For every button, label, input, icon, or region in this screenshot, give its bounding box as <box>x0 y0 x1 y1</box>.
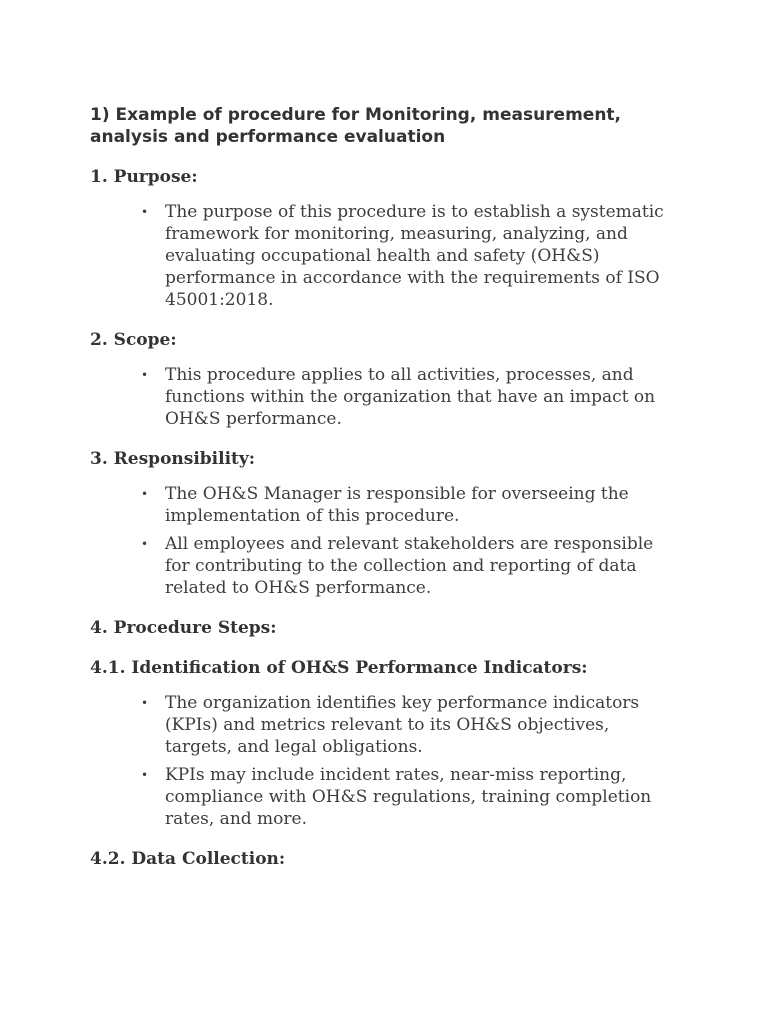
list-item-text: The purpose of this procedure is to establish a systematic framework for monitoring, measuring, analyzing, and evaluating occupational health and safety (OH&S) performance in accordance with the requirements of ISO 45001:2018. <box>165 202 664 310</box>
purpose-heading: 1. Purpose: <box>90 167 198 187</box>
list-item-text: The OH&S Manager is responsible for overseeing the implementation of this procedure. <box>165 484 629 526</box>
document-page <box>90 104 690 870</box>
bullet-icon: • <box>141 537 149 551</box>
list-item-text: This procedure applies to all activities, processes, and functions within the organization that have an impact on OH&S performance. <box>165 365 656 429</box>
responsibility-heading: 3. Responsibility: <box>90 449 256 469</box>
responsibility-list <box>90 483 690 599</box>
list-item <box>141 533 677 599</box>
list-item <box>141 201 677 311</box>
procedure-steps-heading: 4. Procedure Steps: <box>90 618 277 638</box>
bullet-icon: • <box>141 768 149 782</box>
bullet-icon: • <box>141 696 149 710</box>
scope-list <box>90 364 690 430</box>
list-item <box>141 483 677 527</box>
scope-heading: 2. Scope: <box>90 330 177 350</box>
list-item-text: KPIs may include incident rates, near-miss reporting, compliance with OH&S regulations, training completion rates, and more. <box>165 765 652 829</box>
bullet-icon: • <box>141 368 149 382</box>
list-item-text: The organization identifies key performance indicators (KPIs) and metrics relevant to its OH&S objectives, targets, and legal obligations. <box>165 693 640 757</box>
data-collection-heading: 4.2. Data Collection: <box>90 849 286 869</box>
list-item <box>141 764 677 830</box>
list-item <box>141 692 677 758</box>
list-item-text: All employees and relevant stakeholders are responsible for contributing to the collection and reporting of data related to OH&S performance. <box>165 534 654 598</box>
purpose-list <box>90 201 690 311</box>
list-item <box>141 364 677 430</box>
identification-heading: 4.1. Identification of OH&S Performance Indicators: <box>90 658 588 678</box>
document-title: 1) Example of procedure for Monitoring, measurement, analysis and performance evaluation <box>90 105 622 147</box>
bullet-icon: • <box>141 205 149 219</box>
bullet-icon: • <box>141 487 149 501</box>
identification-list <box>90 692 690 830</box>
